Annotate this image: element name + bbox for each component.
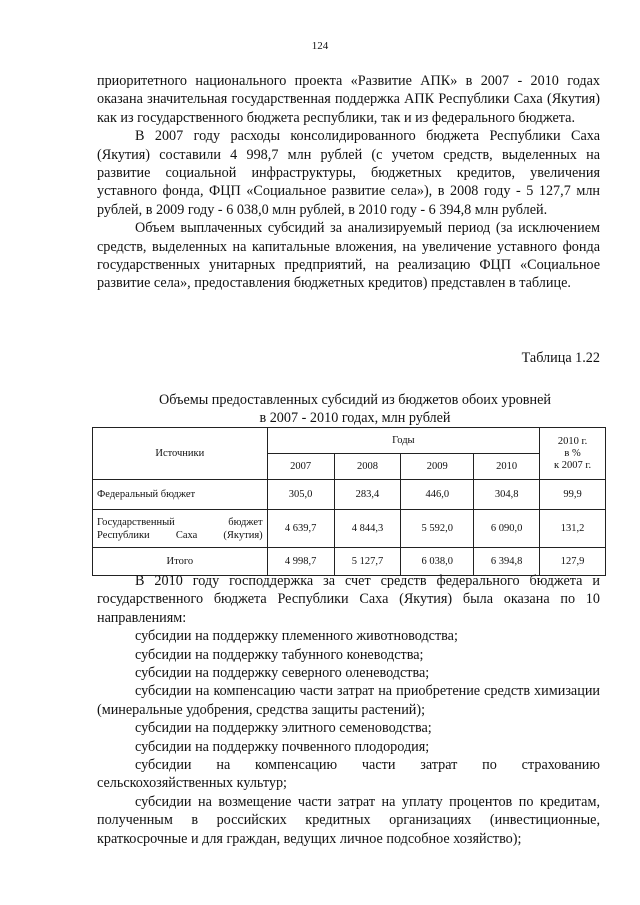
header-year: 2008: [334, 454, 401, 480]
row-value: 5 592,0: [401, 510, 474, 548]
row-value: 4 844,3: [334, 510, 401, 548]
row-ratio: 127,9: [540, 548, 606, 576]
row-source: Государственный бюджет Республики Саха (Якутия): [93, 510, 268, 548]
row-value: 304,8: [474, 480, 540, 510]
list-item: субсидии на поддержку племенного животноводства;: [135, 628, 458, 645]
intro-text: [97, 72, 600, 293]
header-ratio-line: к 2007 г.: [553, 459, 592, 471]
row-ratio: 99,9: [540, 480, 606, 510]
paragraph: В 2007 году расходы консолидированного бюджета Республики Саха (Якутия) составили 4 998,7 млн рублей (с учетом средств, выделенных на развитие социальной инфраструктуры, бюджетных кредитов, увеличения уставного фонда, ФЦП «Социальное развитие села»), в 2008 году - 5 127,7 млн рублей, в 2009 году - 6 038,0 млн рублей, в 2010 году - 6 394,8 млн рублей.: [97, 128, 600, 218]
header-years: Годы: [267, 428, 539, 454]
list-item: субсидии на поддержку почвенного плодородия;: [135, 738, 430, 755]
list-item: субсидии на компенсацию части затрат на приобретение средств химизации (минеральные удобрения, средства защиты растений);: [97, 683, 600, 718]
header-ratio: [540, 428, 606, 480]
after-table-text: [97, 572, 600, 848]
list-item: субсидии на поддержку северного оленеводства;: [135, 665, 430, 682]
header-ratio-line: 2010 г.: [557, 435, 588, 447]
row-source: Итого: [93, 548, 268, 576]
row-value: 4 998,7: [267, 548, 334, 576]
header-year: 2009: [401, 454, 474, 480]
table-row: [93, 480, 606, 510]
row-ratio: 131,2: [540, 510, 606, 548]
row-source: Федеральный бюджет: [93, 480, 268, 510]
row-value: 6 394,8: [474, 548, 540, 576]
row-value: 283,4: [334, 480, 401, 510]
row-value: 4 639,7: [267, 510, 334, 548]
list-item: субсидии на компенсацию части затрат по страхованию сельскохозяйственных культур;: [97, 757, 600, 792]
row-value: 6 090,0: [474, 510, 540, 548]
table-label: Таблица 1.22: [521, 350, 600, 366]
header-ratio-line: в %: [564, 447, 581, 459]
table-caption: [120, 391, 590, 427]
list-item: субсидии на поддержку элитного семеноводства;: [135, 720, 432, 737]
page-number: 124: [311, 40, 329, 52]
row-value: 305,0: [267, 480, 334, 510]
header-year: 2007: [267, 454, 334, 480]
paragraph: приоритетного национального проекта «Развитие АПК» в 2007 - 2010 годах оказана значительная государственная поддержка АПК Республики Саха (Якутия) как из государственного бюджета республики, так и из федерального бюджета.: [97, 73, 600, 126]
list-item: субсидии на поддержку табунного коневодства;: [135, 646, 424, 663]
caption-line: в 2007 - 2010 годах, млн рублей: [259, 410, 451, 426]
row-value: 5 127,7: [334, 548, 401, 576]
paragraph: В 2010 году господдержка за счет средств федерального бюджета и государственного бюджета Республики Саха (Якутия) была оказана по 10 направлениям:: [97, 573, 600, 626]
header-year: 2010: [474, 454, 540, 480]
header-sources: Источники: [93, 428, 268, 480]
row-value: 446,0: [401, 480, 474, 510]
list-item: субсидии на возмещение части затрат на уплату процентов по кредитам, полученным в российских кредитных организациях (инвестиционные, краткосрочные и для граждан, ведущих личное подсобное хозяйство);: [97, 793, 600, 847]
subsidies-table: [92, 427, 606, 576]
caption-line: Объемы предоставленных субсидий из бюджетов обоих уровней: [159, 392, 551, 408]
row-value: 6 038,0: [401, 548, 474, 576]
paragraph: Объем выплаченных субсидий за анализируемый период (за исключением средств, выделенных на капитальные вложения, на увеличение уставного фонда государственных унитарных предприятий, на реализацию ФЦП «Социальное развитие села», предоставления бюджетных кредитов) представлен в таблице.: [97, 220, 600, 292]
table-row: [93, 510, 606, 548]
